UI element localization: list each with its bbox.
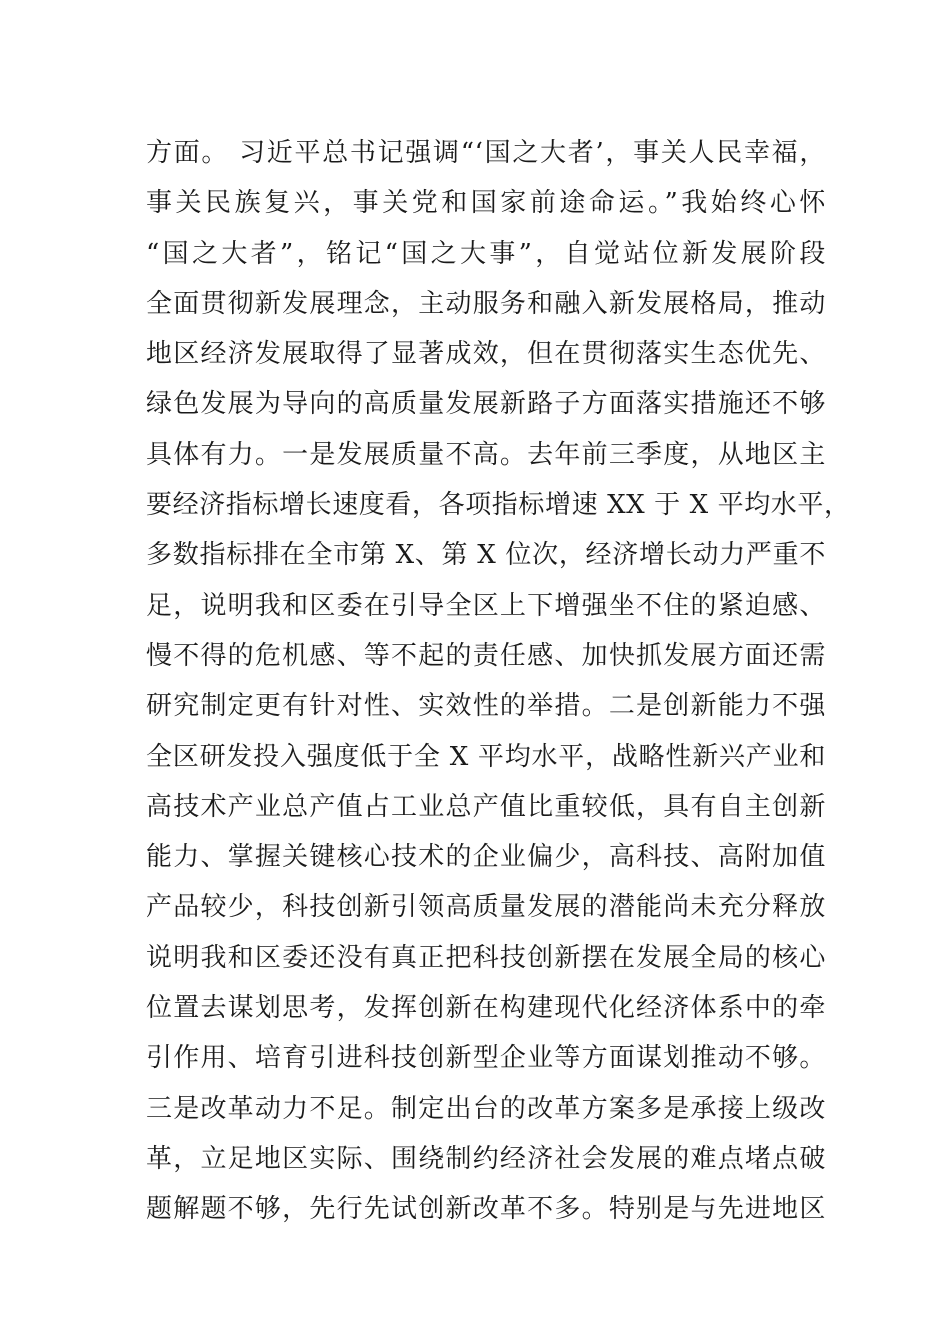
text-line: 题解题不够，先行先试创新改革不多。特别是与先进地区 [146, 1194, 826, 1225]
text-line: 具体有力。一是发展质量不高。去年前三季度，从地区主 [146, 439, 826, 470]
text-line: 位置去谋划思考，发挥创新在构建现代化经济体系中的牵 [146, 993, 826, 1024]
text-line: 要经济指标增长速度看，各项指标增速 XX 于 X 平均水平， [146, 490, 851, 521]
text-line: 全区研发投入强度低于全 X 平均水平，战略性新兴产业和 [146, 741, 826, 772]
text-line: 全面贯彻新发展理念，主动服务和融入新发展格局，推动 [146, 288, 826, 319]
text-line: 说明我和区委还没有真正把科技创新摆在发展全局的核心 [146, 942, 826, 973]
text-line: 方面。 习近平总书记强调“‘国之大者’，事关人民幸福， [146, 138, 826, 168]
text-line: 研究制定更有针对性、实效性的举措。二是创新能力不强 [146, 691, 826, 722]
text-line: 三是改革动力不足。制定出台的改革方案多是承接上级改 [146, 1093, 826, 1124]
text-line: “国之大者”，铭记“国之大事”，自觉站位新发展阶段 [146, 238, 826, 269]
text-line: 绿色发展为导向的高质量发展新路子方面落实措施还不够 [146, 389, 826, 420]
text-line: 事关民族复兴，事关党和国家前途命运。”我始终心怀 [146, 188, 826, 219]
text-line: 慢不得的危机感、等不起的责任感、加快抓发展方面还需 [146, 640, 826, 671]
text-line: 引作用、培育引进科技创新型企业等方面谋划推动不够。 [146, 1043, 826, 1074]
text-line: 多数指标排在全市第 X、第 X 位次，经济增长动力严重不 [146, 540, 826, 571]
text-line: 足，说明我和区委在引导全区上下增强坐不住的紧迫感、 [146, 590, 826, 621]
text-line: 高技术产业总产值占工业总产值比重较低，具有自主创新 [146, 791, 826, 822]
text-line: 产品较少，科技创新引领高质量发展的潜能尚未充分释放 [146, 892, 826, 923]
text-line: 地区经济发展取得了显著成效，但在贯彻落实生态优先、 [146, 339, 826, 370]
text-line: 革，立足地区实际、围绕制约经济社会发展的难点堵点破 [146, 1143, 826, 1174]
text-line: 能力、掌握关键核心技术的企业偏少，高科技、高附加值 [146, 842, 826, 873]
body-text [146, 128, 851, 1235]
